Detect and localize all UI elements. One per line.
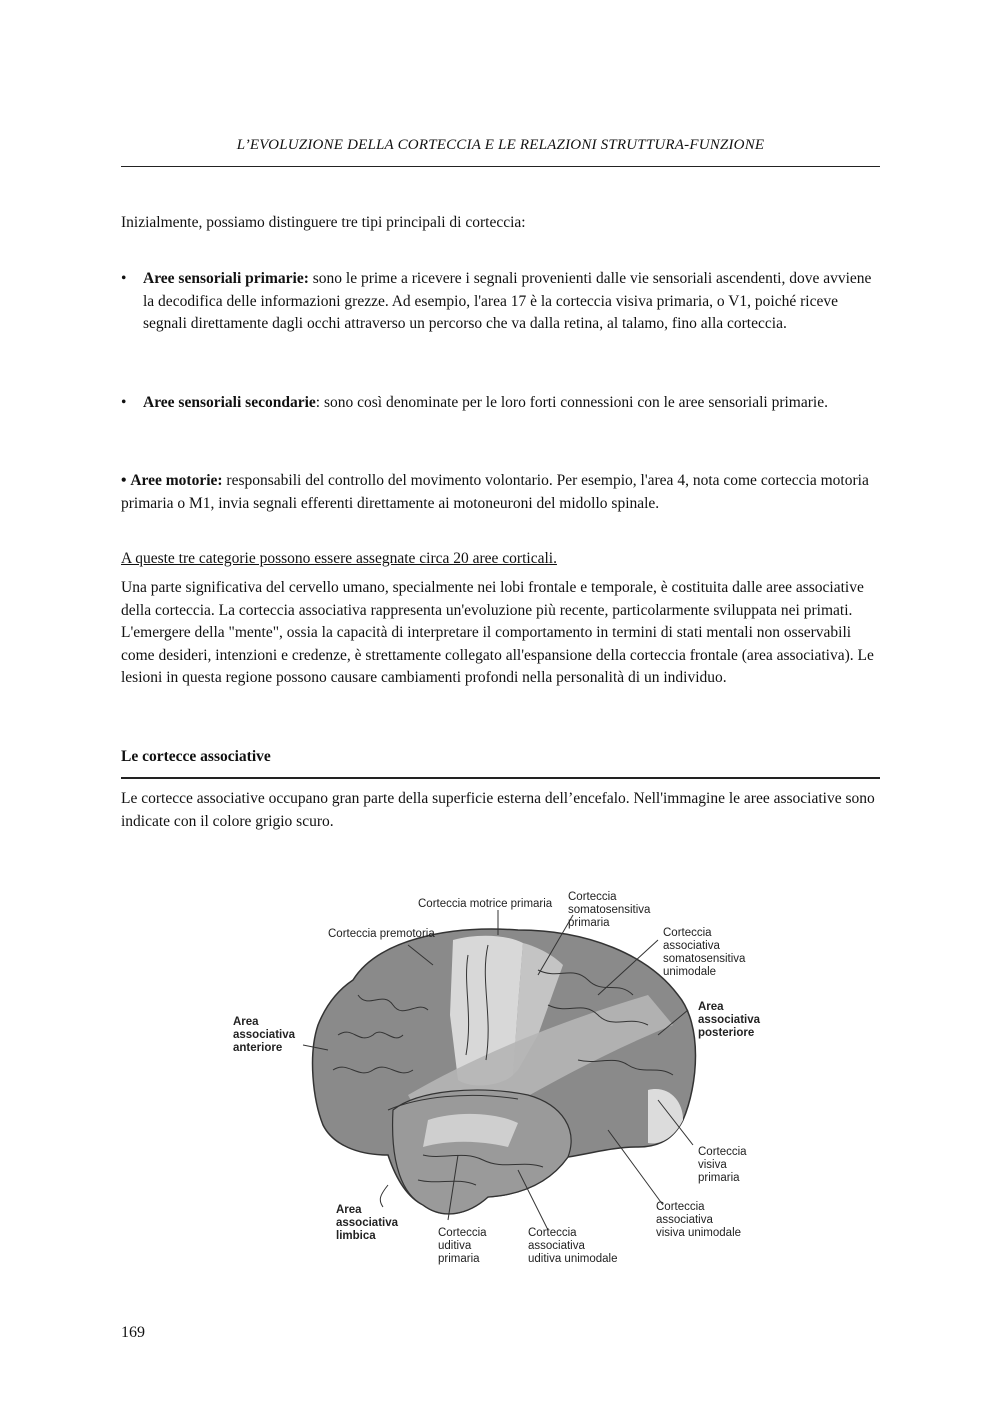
bullet-term: Aree sensoriali primarie:: [143, 270, 309, 287]
bullet-motor: [121, 470, 881, 515]
label-auditory-assoc-line3: uditiva unimodale: [528, 1253, 618, 1265]
section-paragraph: Le cortecce associative occupano gran parte della superficie esterna dell’encefalo. Nell'immagine le aree associative sono indicate con il colore grigio scuro.: [121, 790, 875, 830]
bullet-primary-sensory: [121, 268, 881, 336]
label-anterior-line1: Area: [233, 1016, 259, 1028]
bullet-body: : sono così denominate per le loro forti connessioni con le aree sensoriali primarie.: [315, 394, 828, 411]
bullet-term: Aree motorie:: [130, 472, 223, 489]
intro-paragraph: Inizialmente, possiamo distinguere tre tipi principali di corteccia:: [121, 214, 526, 231]
bullet-body: sono le prime a ricevere i segnali provenienti dalle vie sensoriali ascendenti, dove avviene la decodifica delle informazioni grezze. Ad esempio, l'area 17 è la corteccia visiva primaria, o V1, poiché riceve segnali direttamente dagli occhi attraverso un percorso che va dalla retina, al talamo, fino alla corteccia.: [143, 270, 872, 332]
bullet-marker: •: [121, 394, 127, 411]
label-premotor: Corteccia premotoria: [328, 928, 435, 940]
brain-diagram: [218, 885, 788, 1285]
bullet-secondary-sensory: [121, 392, 881, 415]
label-posterior-line1: Area: [698, 1001, 724, 1013]
underlined-note: A queste tre categorie possono essere assegnate circa 20 aree corticali.: [121, 550, 557, 567]
label-somatosensory-line3: primaria: [568, 917, 610, 929]
label-posterior-line3: posteriore: [698, 1027, 755, 1039]
label-visual-assoc-line3: visiva unimodale: [656, 1227, 742, 1239]
label-visual-line3: primaria: [698, 1172, 740, 1184]
temporal-lobe: [393, 1090, 571, 1214]
bullet-body: responsabili del controllo del movimento volontario. Per esempio, l'area 4, nota come corteccia motoria primaria o M1, invia segnali efferenti direttamente ai motoneuroni del midollo spinale.: [121, 472, 869, 512]
label-visual-assoc-line1: Corteccia: [656, 1201, 705, 1213]
header-divider: [121, 166, 880, 167]
section-divider: [121, 777, 880, 779]
bullet-text: [121, 472, 869, 512]
label-auditory-assoc-line1: Corteccia: [528, 1227, 577, 1239]
label-visual-assoc-line2: associativa: [656, 1214, 713, 1226]
label-auditory-line3: primaria: [438, 1253, 480, 1265]
body-paragraph: Una parte significativa del cervello umano, specialmente nei lobi frontale e temporale, è costituita dalle aree associative della corteccia. La corteccia associativa rappresenta un'evoluzione più recente, particolarmente sviluppata nei primati. L'emergere della "mente", ossia la capacità di interpretare il comportamento in termini di stati mentali non osservabili come desideri, intenzioni e credenze, è strettamente collegato all'espansione della corteccia frontale (area associativa). Le lesioni in questa regione possono causare cambiamenti profondi nella personalità di un individuo.: [121, 579, 874, 686]
bullet-marker: •: [121, 472, 127, 489]
label-auditory-line2: uditiva: [438, 1240, 472, 1252]
label-somatosensory-line2: somatosensitiva: [568, 904, 651, 916]
bullet-text: [143, 268, 881, 336]
label-posterior-line2: associativa: [698, 1014, 761, 1026]
label-auditory-line1: Corteccia: [438, 1227, 487, 1239]
label-somato-assoc-line2: associativa: [663, 940, 720, 952]
label-somato-assoc-line3: somatosensitiva: [663, 953, 746, 965]
label-anterior-line2: associativa: [233, 1029, 296, 1041]
label-anterior-line3: anteriore: [233, 1042, 283, 1054]
label-visual-line1: Corteccia: [698, 1146, 747, 1158]
label-somato-assoc-line4: unimodale: [663, 966, 717, 978]
label-limbic-line1: Area: [336, 1204, 362, 1216]
label-somato-assoc-line1: Corteccia: [663, 927, 712, 939]
label-visual-line2: visiva: [698, 1159, 727, 1171]
section-title: Le cortecce associative: [121, 748, 271, 765]
bullet-term: Aree sensoriali secondarie: [143, 394, 316, 411]
label-limbic-line3: limbica: [336, 1230, 376, 1242]
label-auditory-assoc-line2: associativa: [528, 1240, 585, 1252]
label-limbic-line2: associativa: [336, 1217, 399, 1229]
label-primary-motor: Corteccia motrice primaria: [418, 898, 553, 910]
label-somatosensory-line1: Corteccia: [568, 891, 617, 903]
bullet-text: [143, 392, 881, 415]
page-number: 169: [121, 1324, 145, 1341]
brain-figure: [218, 885, 788, 1285]
running-header: L’EVOLUZIONE DELLA CORTECCIA E LE RELAZIONI STRUTTURA-FUNZIONE: [236, 137, 765, 153]
bullet-marker: •: [121, 270, 127, 287]
